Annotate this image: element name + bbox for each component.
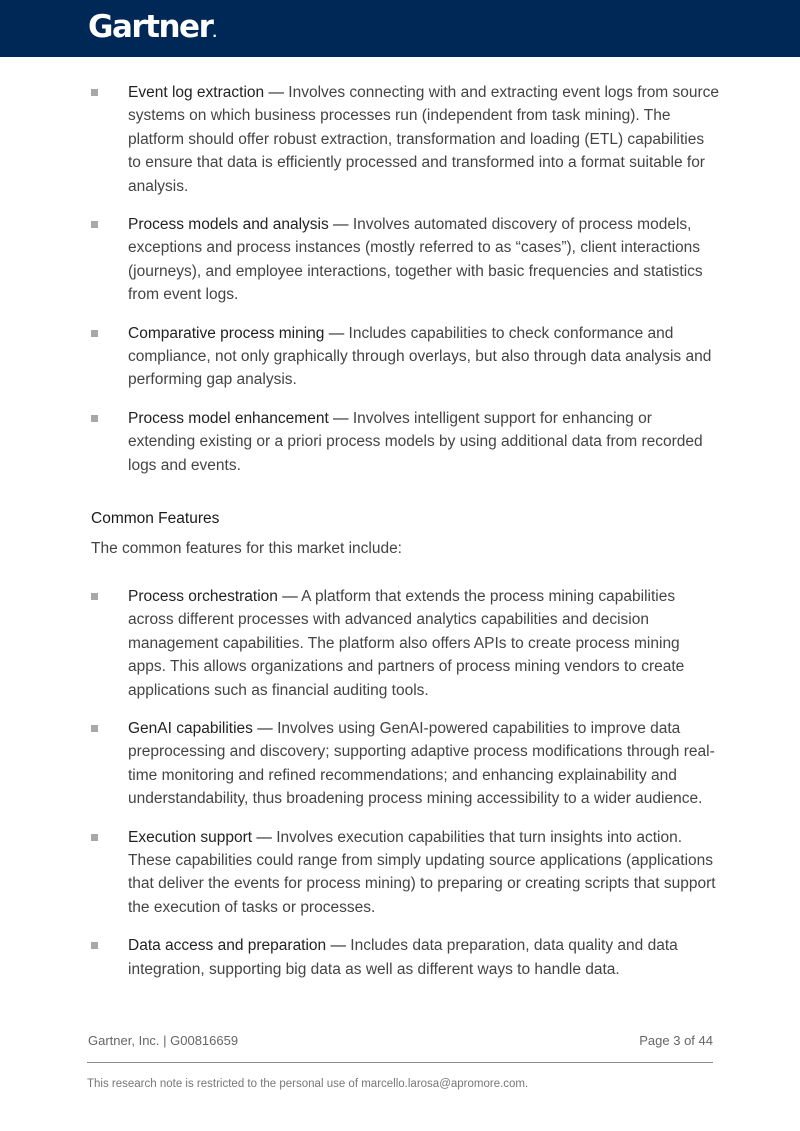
list-item — [91, 717, 721, 811]
gartner-logo — [88, 8, 217, 52]
item-term: Event log extraction — — [128, 84, 284, 101]
item-description: Involves intelligent support for enhancing or extending existing or a priori process models by using additional data from recorded logs and events. — [128, 409, 703, 474]
footer-doc-id: Gartner, Inc. | G00816659 — [88, 1033, 239, 1048]
item-description: Involves using GenAI-powered capabilities to improve data preprocessing and discovery; supporting adaptive process modifications through real-time monitoring and refined recommendations; and enhancing explainability and understandability, thus broadening process mining accessibility to a wider audience. — [128, 720, 715, 808]
item-description: Includes capabilities to check conformance and compliance, not only graphically through overlays, but also through data analysis and performing gap analysis. — [128, 324, 712, 389]
page-header — [0, 0, 800, 57]
list-item — [91, 585, 721, 702]
section-heading: Common Features — [91, 510, 220, 527]
section-intro: The common features for this market include: — [91, 540, 402, 557]
item-description: Involves execution capabilities that turn insights into action. These capabilities could range from simply updating source applications (applications that deliver the events for process mining) to preparing or creating scripts that support the execution of tasks or processes. — [128, 828, 716, 916]
item-term: Process models and analysis — — [128, 216, 349, 234]
square-bullet-icon — [91, 221, 98, 228]
item-term: Process model enhancement — — [128, 409, 349, 427]
item-description: A platform that extends the process mining capabilities across different processes with advanced analytics capabilities and decision management capabilities. The platform also offers APIs to create process mining apps. This allows organizations and partners of process mining vendors to create applications such as financial auditing tools. — [128, 588, 685, 699]
common-features-list — [91, 585, 721, 996]
list-item — [91, 322, 721, 392]
item-description: Includes data preparation, data quality and data integration, supporting big data as well as different ways to handle data. — [128, 937, 678, 978]
item-term: Comparative process mining — — [128, 324, 345, 342]
item-description: Involves connecting with and extracting event logs from source systems on which business processes run (independent from task mining). The platform should offer robust extraction, transformation and loading (ETL) capabilities to ensure that data is efficiently processed and transformed into a format suitable for analysis. — [128, 84, 720, 195]
square-bullet-icon — [91, 593, 98, 600]
square-bullet-icon — [91, 725, 98, 732]
footer-divider — [87, 1062, 713, 1063]
list-item — [91, 81, 721, 198]
item-description: Involves automated discovery of process models, exceptions and process instances (mostly referred to as “cases”), client interactions (journeys), and employee interactions, together with basic frequencies and statistics from event logs. — [128, 216, 703, 304]
square-bullet-icon — [91, 330, 98, 337]
square-bullet-icon — [91, 89, 98, 96]
logo-text: Gartner — [88, 9, 213, 45]
square-bullet-icon — [91, 415, 98, 422]
item-term: Data access and preparation — — [128, 937, 346, 955]
logo-dot: . — [212, 26, 217, 40]
footer-page-number: Page 3 of 44 — [639, 1033, 713, 1048]
item-term: Process orchestration — — [128, 588, 298, 605]
list-item — [91, 934, 721, 981]
list-item — [91, 213, 721, 307]
square-bullet-icon — [91, 834, 98, 841]
item-term: GenAI capabilities — — [128, 720, 273, 738]
item-term: Execution support — — [128, 828, 272, 846]
square-bullet-icon — [91, 942, 98, 949]
list-item — [91, 407, 721, 477]
list-item — [91, 826, 721, 920]
capabilities-list — [91, 81, 721, 492]
usage-notice: This research note is restricted to the personal use of marcello.larosa@apromore.com. — [87, 1078, 529, 1090]
